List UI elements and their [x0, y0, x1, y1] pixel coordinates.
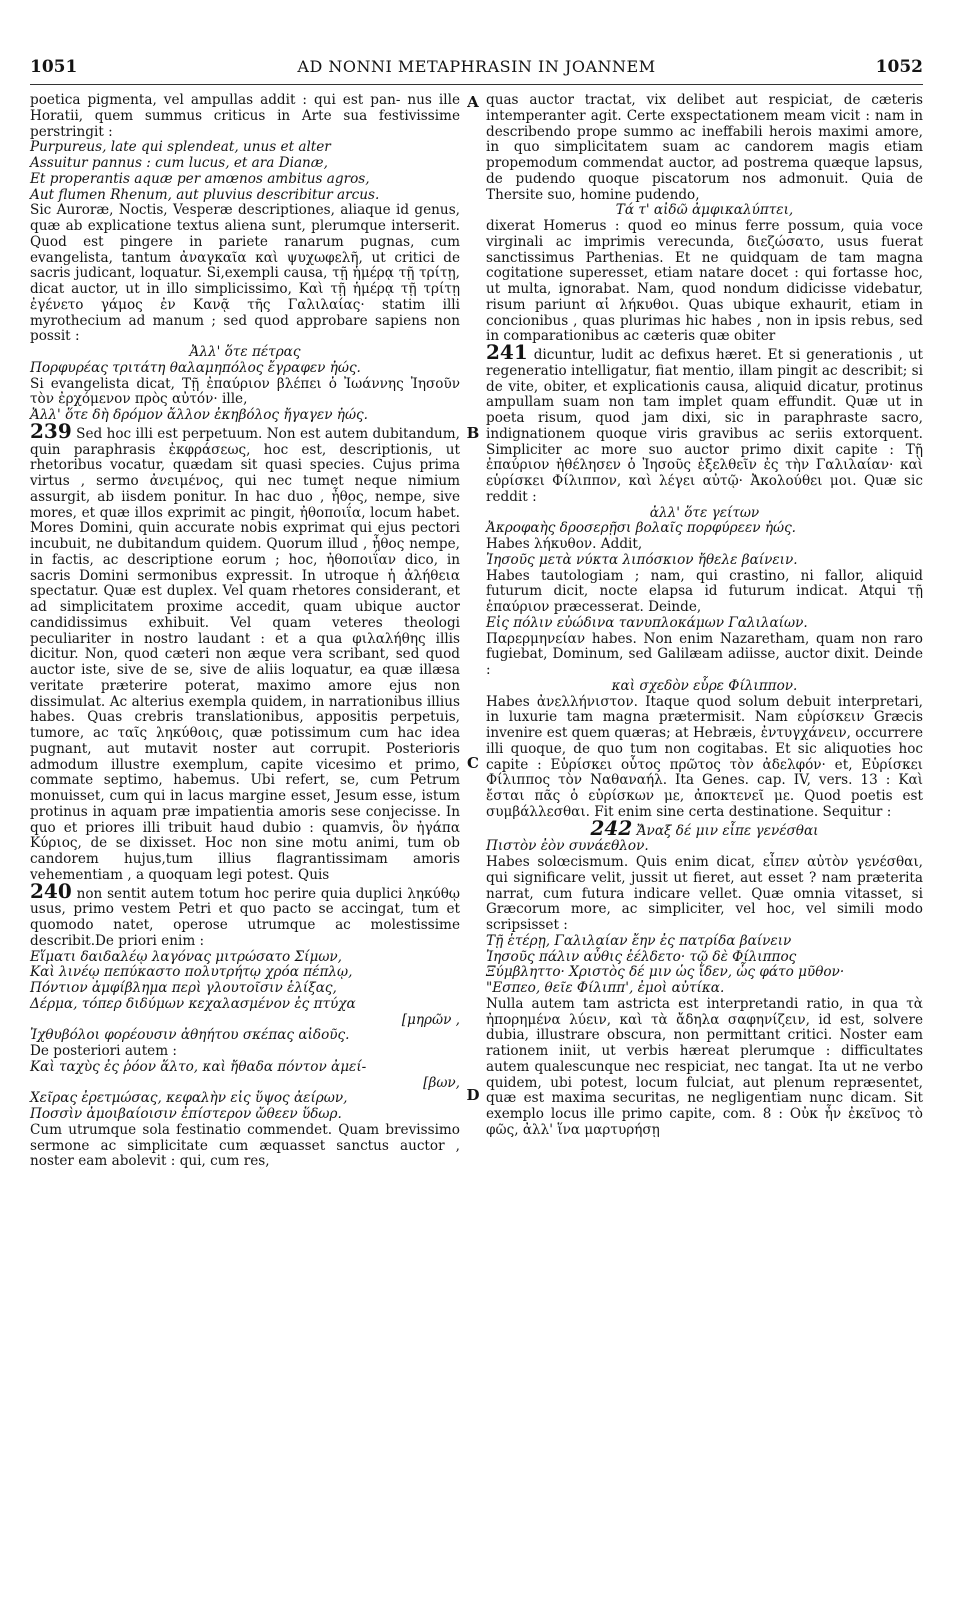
- block-text: "Εσπεο, θεῖε Φίλιππ', ἐμοὶ αὐτίκα.: [486, 980, 725, 996]
- header-rule: [30, 84, 923, 85]
- left-verse-14: [30, 981, 460, 997]
- block-text: Πόντιον ἀμφίβλημα περὶ γλουτοῖσιν ἑλίξας,: [30, 980, 337, 996]
- block-text: Ἀλλ' ὅτε πέτρας: [189, 344, 301, 360]
- block-text: Ἰησοῦς μετὰ νύκτα λιπόσκιον ἤθελε βαίνειν.: [486, 551, 798, 568]
- block-text: Si evangelista dicat, Τῇ ἐπαύριον βλέπει ὁ Ἰωάννης Ἰησοῦν τὸν ἐρχόμενον πρὸς αὐτόν· ille,: [30, 375, 460, 408]
- block-text: Δέρμα, τόπερ διδύμων κεχαλασμένον ἐς πτύχα: [30, 995, 356, 1012]
- margin-letter-b: B: [466, 424, 480, 442]
- left-verse-3: [30, 172, 460, 188]
- block-text: quas auctor tractat, vix delibet aut respiciat, de cæteris intemperanter agit. Certe exspectationem meam vicit : nam in describendo prope summo ac ineffabili herois maximi amore, in quo simplicitatem suam ac candorem magis etiam propemodum commendat auctor, ad postrema quæque lapsus, de pudendo quoque piscatorum nos admonuit. Quia de Thersite suo, homine pudendo,: [486, 92, 923, 203]
- block-text: Cum utrumque sola festinatio commendet. Quam brevissimo sermone ac simplicitate cum æquasset sanctus auctor , noster eam abolevit : qui, cum res,: [30, 1121, 460, 1170]
- left-prose-5: [30, 203, 460, 345]
- left-verse-12: [30, 950, 460, 966]
- block-text: dicuntur, ludit ac defixus hæret. Et si generationis , ut regeneratio intelligatur, fiat mentio, illam pingit ac describit; si de vite, obiter, et explicationis causa, aliquid dicatur, protinus ampullam suam non tam implet quam effundit. Quæ ut in poeta risum, quod jam dixi, sic in paraphraste sacro, indignationem quoque viris gravibus ac seriis extorquent. Simpliciter ac more suo auctor primo dixit capite : Τῇ ἐπαύριον ἠθέλησεν ὁ Ἰησοῦς ἐξελθεῖν ἐς τὴν Γαλιλαίαν· καὶ εὑρίσκει Φίλιππον, καὶ λέγει αὐτῷ· Ἀκολούθει μοι. Quæ sic reddit :: [486, 347, 923, 505]
- block-text: ἀλλ' ὅτε γείτων: [649, 504, 760, 521]
- block-text: Aut flumen Rhenum, aut pluvius describitur arcus.: [30, 186, 380, 203]
- block-text: De posteriori autem :: [30, 1043, 177, 1059]
- left-prose-23: [30, 1123, 460, 1170]
- left-column: [30, 93, 460, 1170]
- margin-letter-d: D: [466, 1086, 480, 1104]
- right-center-4: [486, 506, 923, 522]
- block-text: Sic Auroræ, Noctis, Vesperæ descriptiones, aliaque id genus, quæ ab explicatione textus aliena sunt, plerumque interserit. Quod est pingere in pariete ranarum pugnas, cum evangelista, tantum ἀναγκαῖα καὶ ψυχωφελῆ, ut critici de sacris judicant, loquatur. Si,exempli causa, τῇ ἡμέρᾳ τῇ τρίτῃ, dicat auctor, ut in illo simplicissimo, Καὶ τῇ ἡμέρᾳ τῇ τρίτῃ ἐγένετο γάμος ἐν Κανᾷ τῆς Γαλιλαίας· statim illi myrothecium ad manum ; sed quod approbare sapiens non possit :: [30, 202, 460, 345]
- left-verse-22: [30, 1107, 460, 1123]
- right-verse-9: [486, 616, 923, 632]
- left-center-6: [30, 345, 460, 361]
- section-number: 239: [30, 418, 72, 443]
- left-verse-13: [30, 965, 460, 981]
- right-prose-12: [486, 695, 923, 821]
- running-header: [30, 57, 923, 83]
- right-verse-7: [486, 553, 923, 569]
- block-text: Ἀλλ' ὅτε δὴ δρόμον ἄλλον ἐκηβόλος ἤγαγεν ἠώς.: [30, 407, 368, 423]
- block-text: Purpureus, late qui splendeat, unus et alter: [30, 139, 331, 156]
- block-text: Τά τ' αἰδῶ ἀμφικαλύπτει,: [615, 202, 794, 219]
- left-verse-17: [30, 1028, 460, 1044]
- left-prose-11: [30, 878, 460, 950]
- block-text: Ξύμβληττο· Χριστὸς δέ μιν ὡς ἴδεν, ὧς φάτο μῦθον·: [486, 964, 845, 981]
- left-verse-2: [30, 156, 460, 172]
- block-text: [βων,: [423, 1074, 460, 1091]
- block-text: Χεῖρας ἐρετμώσας, κεφαλὴν εἰς ὕψος ἀείρων,: [30, 1090, 348, 1107]
- section-number: 240: [30, 878, 72, 903]
- left-prose-0: [30, 93, 460, 140]
- right-verse-5: [486, 521, 923, 537]
- block-text: Καὶ λινέῳ πεπύκαστο πολυτρήτῳ χρόα πέπλῳ,: [30, 964, 353, 981]
- margin-letter-a: A: [467, 93, 479, 111]
- right-verse-16: [486, 934, 923, 950]
- left-prose-10: [30, 418, 460, 884]
- running-title: AD NONNI METAPHRASIN IN JOANNEM: [297, 57, 656, 76]
- left-prose-18: [30, 1044, 460, 1060]
- left-verse-4: [30, 188, 460, 204]
- right-verse-18: [486, 965, 923, 981]
- block-text: dixerat Homerus : quod eo minus ferre possum, quia voce virginali ac imprimis verecunda, διεζώσατο, usus fuerat sanctissimus Parthenias. Et ne quidquam de tam magna cogitatione superesset, etiam natare docet : qui fortasse hoc, ut multa, ignorabat. Nam, quod nondum didicisse videbatur, risum pariunt αἱ λήκυθοι. Quas ubique exhaurit, etiam in concionibus , quas plurimas hic habes , non in ipsis rebus, sed in comparationibus ac cæteris quæ obiter: [486, 218, 923, 345]
- section-number: 241: [486, 340, 528, 364]
- block-text: Ἀκροφαὴς δροσερῇσι βολαῖς πορφύρεεν ἠώς.: [486, 520, 797, 537]
- left-verse-19: [30, 1060, 460, 1076]
- block-text: Παρερμηνείαν habes. Non enim Nazaretham, quam non raro fugiebat, Dominum, sed Galilæam adiisse, auctor dixit. Deinde :: [486, 630, 923, 678]
- block-text: Πιστὸν ἐὸν συνάεθλον.: [486, 838, 649, 855]
- block-text: Ἄναξ δέ μιν εἶπε γενέσθαι: [636, 822, 819, 839]
- left-verse-15: [30, 997, 460, 1013]
- left-verse-1: [30, 140, 460, 156]
- block-text: Sed hoc illi est perpetuum. Non est autem dubitandum, quin paraphrasis ἐκφράσεως, hoc est, descriptionis, ut rhetoribus vocatur, quædam sit quasi species. Cujus prima virtus , sermo ἀνειμένος, qui nec tumet neque nimium assurgit, ab iisdem ponitur. In hac duo , ἦθος, nempe, sive mores, et quæ illos exprimit ac pingit, ἠθοποιΐα, locum habet. Mores Domini, quin accurate nobis exprimat qui ejus pectori incubuit, ne dubitandum quidem. Quorum illud , ἦθος nempe, in factis, ac descriptione eorum ; hoc, ἠθοποιΐαν dico, in sacris Domini sermonibus expressit. In utroque ἡ ἀλήθεια spectatur. Quæ est duplex. Vel quam rhetores considerant, et ad simplicitatem proxime accedit, quam ubique auctor candidissimus exhibuit. Vel quam veteres theologi peculiariter in nostro laudant : et a qua φιλαλήθης illis dicitur. Non, quod cæteri non æque vera scribant, sed quod auctor iste, sive de se, sive de aliis loquatur, ea quæ illæsa veritate præterire poterat, maximo amore ejus non dissimulat. Ac alterius exempla quidem, in narrationibus illius habes. Quas crebris translationibus, appositis perpetuis, tumore, ac ταῖς ληκύθοις, quæ potissimum cum hac idea pugnant, aut mutavit noster aut corrupit. Posterioris admodum illustre exemplum, capite vicesimo et primo, commate septimo, habemus. Ubi refert, se, cum Petrum monuisset, cum qui in lacus margine esset, Jesum esse, istum protinus in aquam præ impatientia amoris sese conjecisse. In quo et priores illi tribuit haud dubio : quamvis, ὃν ἠγάπα Κύριος, de se dixisset. Hoc non sine motu animi, tum ob candorem hujus,tum illius flagrantissimam amoris vehementiam , a quoquam legi potest. Quis: [30, 425, 460, 883]
- block-text: Nulla autem tam astricta est interpretandi ratio, in qua τὰ ἠπορημένα λύειν, καὶ τὰ ἄδηλα σαφηνίζειν, id est, solvere dubia, illustrare obscura, non permittant critici. Noster eam rationem iniit, ut verbis hæreat plerumque : difficultates autem qualescunque nec respiciat, nec tangat. Ita ut ne verbo quidem, ubi potest, locum fulciat, aut plenum repræsentet, quæ est maxima securitas, ne negligentiam nunc dicam. Sit exemplo locus ille primo capite, com. 8 : Οὐκ ἦν ἐκεῖνος τὸ φῶς, ἀλλ' ἵνα μαρτυρήσῃ: [486, 995, 923, 1138]
- right-verse-17: [486, 950, 923, 966]
- block-text: Εἰς πόλιν εὐώδινα τανυπλοκάμων Γαλιλαίων.: [486, 614, 808, 631]
- block-text: Ἰησοῦς πάλιν αὖθις ἐέλδετο· τῷ δὲ Φίλιππος: [486, 948, 797, 965]
- block-text: Καὶ ταχὺς ἐς ῥόον ἅλτο, καὶ ἤθαδα πόντον ἀμεί-: [30, 1058, 367, 1075]
- right-prose-20: [486, 997, 923, 1139]
- right-center-13: [486, 815, 923, 840]
- left-verse-9: [30, 408, 460, 424]
- block-text: Habes tautologiam ; nam, qui crastino, ni fallor, aliquid futurum dicit, nocte elapsa id futurum indicat. Atqui τῇ ἐπαύριον præcesserat. Deinde,: [486, 567, 923, 615]
- page-number-right: 1052: [875, 57, 923, 77]
- right-prose-10: [486, 632, 923, 679]
- block-text: Εἵματι δαιδαλέῳ λαγόνας μιτρώσατο Σίμων,: [30, 948, 342, 965]
- right-verse-14: [486, 839, 923, 855]
- block-text: Habes ἀνελλήνιστον. Itaque quod solum debuit interpretari, in luxurie tam magna prætermisit. Nam εὑρίσκειν Græcis invenire est quem quæras; at Hebræis, ἐντυγχάνειν, occurrere illi quoque, de quo tum non cogitabas. Et sic aliquoties hoc capite : Εὑρίσκει οὗτος πρῶτος τὸν ἀδελφόν· et, Εὑρίσκει Φίλιππος τὸν Ναθαναήλ. Ita Genes. cap. IV, vers. 13 : Καὶ ἔσται πᾶς ὁ εὑρίσκων με, ἀποκτενεῖ με. Quod poetis est συμβάλλεσθαι. Fit enim sine certa destinatione. Sequitur :: [486, 693, 923, 820]
- block-text: Πορφυρέας τριτάτη θαλαμηπόλος ἔγραφεν ἠώς.: [30, 359, 361, 376]
- block-text: Et properantis aquæ per amœnos ambitus agros,: [30, 170, 370, 187]
- block-text: Habes solœcismum. Quis enim dicat, εἶπεν αὐτὸν γενέσθαι, qui significare velit, jussit ut fieret, aut esset ? nam præterita narrat, cum futura indicare vellet. Quæ omnia vitasset, si Græcorum more, ac simpliciter, vel hoc, vel simili modo scripsisset :: [486, 854, 923, 933]
- block-text: non sentit autem totum hoc perire quia duplici ληκύθῳ usus, primo vestem Petri et quo pacto se accingat, tum et quomodo natet, operose utrumque ac molestissime describit.De priori enim :: [30, 885, 460, 949]
- left-verse-21: [30, 1091, 460, 1107]
- block-text: Ἰχθυβόλοι φορέουσιν ἀθηήτου σκέπας αἰδοῦς.: [30, 1027, 350, 1044]
- left-cont-16: [30, 1013, 460, 1029]
- right-prose-6: [486, 537, 923, 553]
- right-column: [486, 93, 923, 1139]
- right-verse-19: [486, 981, 923, 997]
- block-text: [μηρῶν ,: [401, 1011, 460, 1028]
- right-prose-8: [486, 569, 923, 616]
- right-center-1: [486, 203, 923, 219]
- left-cont-20: [30, 1076, 460, 1092]
- right-prose-3: [486, 340, 923, 506]
- left-verse-7: [30, 361, 460, 377]
- margin-letter-c: C: [467, 754, 479, 772]
- right-prose-15: [486, 855, 923, 934]
- left-prose-8: [30, 377, 460, 409]
- right-prose-2: [486, 219, 923, 345]
- page-number-left: 1051: [30, 57, 78, 77]
- block-text: Ποσσὶν ἀμοιβαίοισιν ἐπίστερον ὤθεεν ὕδωρ.: [30, 1106, 342, 1122]
- right-prose-0: [486, 93, 923, 203]
- section-number: 242: [590, 815, 633, 840]
- block-text: poetica pigmenta, vel ampullas addit : qui est pan- nus ille Horatii, quem summus criticus in Arte sua festivissime perstringit :: [30, 92, 460, 140]
- block-text: Assuitur pannus : cum lucus, et ara Dianæ,: [30, 155, 328, 171]
- block-text: Habes λήκυθον. Addit,: [486, 536, 643, 552]
- block-text: καὶ σχεδὸν εὗρε Φίλιππον.: [611, 677, 798, 694]
- block-text: Τῇ ἑτέρῃ, Γαλιλαίαν ἔην ἐς πατρίδα βαίνειν: [486, 932, 792, 949]
- right-center-11: [486, 679, 923, 695]
